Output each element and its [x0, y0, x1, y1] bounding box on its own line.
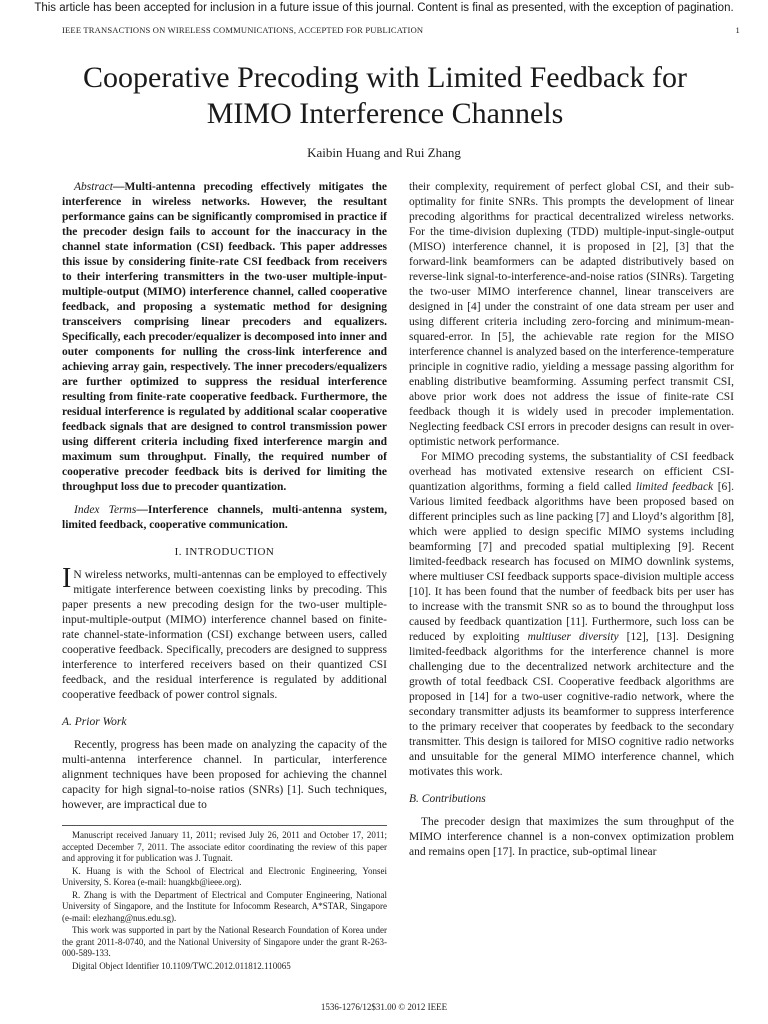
text-run: For MIMO precoding systems, the substantiality of CSI feedback overhead has motivated extensive research on efficient CSI-quantization algorithms, forming a field called: [409, 451, 734, 493]
running-head: [62, 25, 740, 35]
introduction-paragraph: [62, 563, 387, 703]
authors: Kaibin Huang and Rui Zhang: [307, 145, 461, 160]
footnote-funding: This work was supported in part by the National Research Foundation of Korea under the grant 2011-8-0740, and the National University of Singapore under the grant R-263-000-589-133.: [62, 925, 387, 958]
footnote-doi: Digital Object Identifier 10.1109/TWC.2012.011812.110065: [72, 960, 291, 971]
right-column: [409, 180, 734, 860]
index-terms-label: Index Terms: [74, 504, 137, 516]
journal-name: IEEE TRANSACTIONS ON WIRELESS COMMUNICATIONS, ACCEPTED FOR PUBLICATION: [62, 25, 424, 35]
index-terms-text: —Interference channels, multi-antenna system, limited feedback, cooperative communication.: [62, 504, 387, 531]
right-paragraph-2: [409, 450, 734, 780]
subsection-heading-prior-work: A. Prior Work: [62, 716, 127, 728]
text-run: [12], [13]. Designing limited-feedback algorithms for the interference channel is more challenging due to the decentralized network architecture and the growth of total feedback CSI. Cooperative feedback algorithms are proposed in [14] for a two-user cognitive-radio network, where the secondary transmitter adjusts its beamformer to suppress interference to the primary receiver that cooperates by feedback to the secondary transmitter. This design is tailored for MISO cognitive radio networks and unsuitable for the general MIMO interference channel, which motivates this work.: [409, 631, 735, 778]
left-column: [62, 180, 387, 813]
introduction-text: N wireless networks, multi-antennas can be employed to effectively mitigate interference between coexisting links by precoding. This paper presents a new precoding design for the two-user multiple-input-multiple-output (MIMO) interference channel based on finite-rate channel-state-information (CSI) exchange between users, called cooperative feedback. Specifically, precoders are designed to suppress interference to interfered receivers based on their quantized CSI feedback, and the residual interference is regulated by additional cooperative feedback of power control signals.: [62, 569, 387, 701]
abstract-label: Abstract: [74, 181, 113, 193]
subsection-heading-contributions: B. Contributions: [409, 793, 486, 805]
copyright-line: 1536-1276/12$31.00 © 2012 IEEE: [320, 1002, 448, 1012]
right-paragraph-1: their complexity, requirement of perfect global CSI, and their sub-optimality for finite SNRs. This prompts the development of linear precoding algorithms for practical decentralized wireless networks. For the time-division duplexing (TDD) multiple-input-single-output (MISO) interference channel, it is proposed in [2], [3] that the forward-link beamformers can be adapted distributively based on reverse-link signal-to-interference-and-noise ratios (SINRs). Targeting the two-user MIMO interference channel, linear transceivers are designed in [4] under the constraint of one data stream per user and using different criteria including zero-forcing and minimum-mean-squared-error. In [5], the achievable rate region for the MISO interference channel is analyzed based on the interference-temperature principle in cognitive radio, yielding a message passing algorithm for enabling distributive beamforming. Assuming perfect transmit CSI, above prior work does not address the issue of finite-rate CSI feedback though it is widely used in precoder implementation. Neglecting feedback CSI errors in precoder designs can result in over-optimistic network performance.: [409, 181, 734, 448]
footnote-author-zhang: R. Zhang is with the Department of Electrical and Computer Engineering, National University of Singapore, and the Institute for Infocomm Research, A*STAR, Singapore (e-mail: elezhang@nus.edu.sg).: [62, 889, 387, 923]
acceptance-notice: This article has been accepted for inclusion in a future issue of this journal. Content is final as presented, with the exception of pagination.: [34, 2, 734, 14]
page-number: 1: [735, 25, 740, 35]
drop-cap: I: [62, 563, 72, 594]
abstract-text: —Multi-antenna precoding effectively mitigates the interference in wireless networks. However, the resultant performance gains can be significantly compromised in practice if the precoder design fails to account for the inaccuracy in the channel state information (CSI) feedback. This paper addresses this issue by considering finite-rate CSI feedback from receivers to their interfering transmitters in the two-user multiple-input-multiple-output (MIMO) interference channel, called cooperative feedback, and proposing a systematic method for designing transceivers comprising linear precoders and equalizers. Specifically, each precoder/equalizer is decomposed into inner and outer components for nulling the cross-link interference and achieving array gain, respectively. The inner precoders/equalizers are further optimized to suppress the residual interference resulting from finite-rate cooperative feedback. Furthermore, the residual interference is regulated by additional scalar cooperative feedback signals that are designed to control transmission power using different criteria including fixed interference margin and maximum sum throughput. Finally, the required number of cooperative precoder feedback bits is derived for limiting the throughput loss due to precoder quantization.: [62, 181, 387, 493]
prior-work-paragraph: Recently, progress has been made on analyzing the capacity of the multi-antenna interference channel. In particular, interference alignment techniques have been proposed for achieving the channel capacity for high signal-to-noise ratios (SNRs) [1]. Such techniques, however, are impractical due to: [62, 739, 387, 811]
abstract: [62, 180, 387, 495]
index-terms: [62, 503, 387, 533]
term-multiuser-diversity: multiuser diversity: [527, 631, 619, 643]
footnote-author-huang: K. Huang is with the School of Electrical and Electronic Engineering, Yonsei University, S. Korea (e-mail: huangkb@ieee.org).: [62, 865, 387, 887]
footnotes: [62, 825, 387, 973]
text-run: [6]. Various limited feedback algorithms have been proposed based on different principles such as line packing [7] and Lloyd’s algorithm [8], which were applied to design specific MIMO systems including beamforming [7] and precoded spatial multiplexing [9]. Recent limited-feedback research has focused on MIMO downlink systems, where multiuser CSI feedback supports space-division multiple access [10]. It has been found that the number of feedback bits per user has to increase with the transmit SNR so as to bound the throughput loss caused by feedback quantization [11]. Furthermore, such loss can be reduced by exploiting: [409, 481, 734, 643]
contributions-paragraph: The precoder design that maximizes the sum throughput of the MIMO interference channel is a non-convex optimization problem and remains open [17]. In practice, sub-optimal linear: [409, 816, 734, 858]
paper-title: Cooperative Precoding with Limited Feedback for MIMO Interference Channels: [83, 61, 687, 130]
term-limited-feedback: limited feedback: [635, 481, 714, 493]
footnote-manuscript: Manuscript received January 11, 2011; revised July 26, 2011 and October 17, 2011; accepted December 7, 2011. The associate editor coordinating the review of this paper and approving it for publication was J. Tugnait.: [62, 830, 387, 863]
section-heading-introduction: I. INTRODUCTION: [174, 546, 275, 558]
